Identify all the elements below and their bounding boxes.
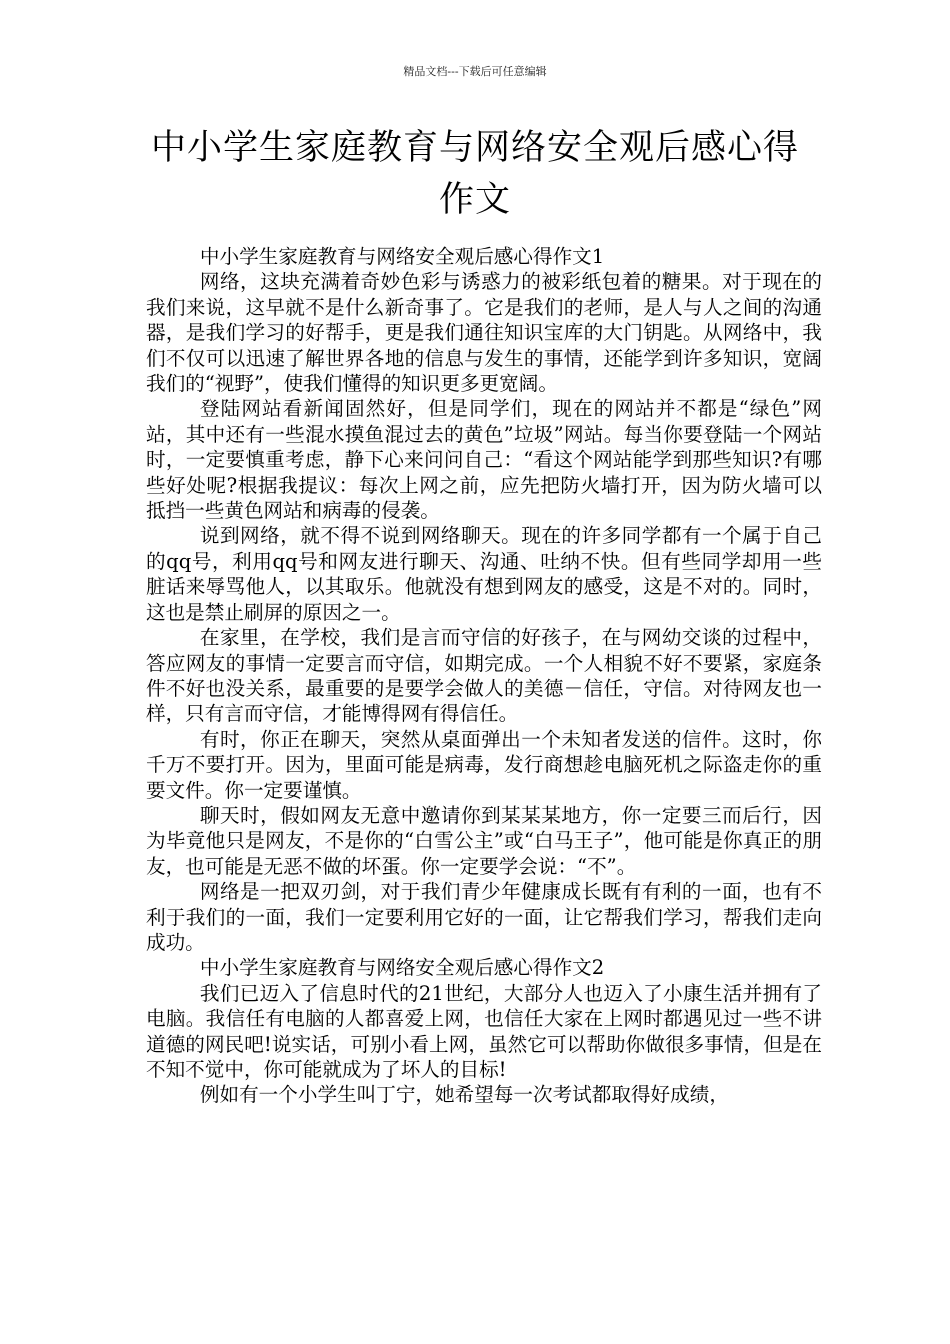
section-heading: 中小学生家庭教育与网络安全观后感心得作文1 xyxy=(199,245,605,268)
paragraph: 说到网络，就不得不说到网络聊天。现在的许多同学都有一个属于自己的qq号，利用qq号和网友进行聊天、沟通、吐纳不快。但有些同学却用一些脏话来辱骂他人，以其取乐。他就没有想到网友的感受，这是不对的。同时，这也是禁止刷屏的原因之一。 xyxy=(146,524,822,624)
paragraph: 网络，这块充满着奇妙色彩与诱惑力的被彩纸包着的糖果。对于现在的我们来说，这早就不是什么新奇事了。它是我们的老师，是人与人之间的沟通器，是我们学习的好帮手，更是我们通往知识宝库的大门钥匙。从网络中，我们不仅可以迅速了解世界各地的信息与发生的事情，还能学到许多知识，宽阔我们的“视野”，使我们懂得的知识更多更宽阔。 xyxy=(146,270,822,396)
paragraph: 登陆网站看新闻固然好，但是同学们，现在的网站并不都是“绿色”网站，其中还有一些混水摸鱼混过去的黄色”垃圾”网站。每当你要登陆一个网站时，一定要慎重考虑，静下心来问问自己：“看这个网站能学到那些知识?有哪些好处呢?根据我提议：每次上网之前，应先把防火墙打开，因为防火墙可以抵挡一些黄色网站和病毒的侵袭。 xyxy=(146,397,822,523)
paragraph: 聊天时，假如网友无意中邀请你到某某某地方，你一定要三而后行，因为毕竟他只是网友，不是你的“白雪公主”或“白马王子”，他可能是你真正的朋友，也可能是无恶不做的坏蛋。你一定要学会说：“不”。 xyxy=(146,803,822,878)
document-title: 中小学生家庭教育与网络安全观后感心得作文 xyxy=(150,128,799,220)
paragraph: 有时，你正在聊天，突然从桌面弹出一个未知者发送的信件。这时，你千万不要打开。因为，里面可能是病毒，发行商想趁电脑死机之际盗走你的重要文件。你一定要谨慎。 xyxy=(146,727,822,802)
page-header-note: 精品文档---下载后可任意编辑 xyxy=(403,65,547,78)
section-heading: 中小学生家庭教育与网络安全观后感心得作文2 xyxy=(199,956,605,980)
paragraph: 网络是一把双刃剑，对于我们青少年健康成长既有有利的一面，也有不利于我们的一面，我们一定要利用它好的一面，让它帮我们学习，帮我们走向成功。 xyxy=(146,880,822,954)
paragraph: 例如有一个小学生叫丁宁，她希望每一次考试都取得好成绩， xyxy=(199,1083,729,1107)
paragraph: 我们已迈入了信息时代的21世纪，大部分人也迈入了小康生活并拥有了电脑。我信任有电脑的人都喜爱上网，也信任大家在上网时都遇见过一些不讲道德的网民吧!说实话，可别小看上网，虽然它可以帮助你做很多事情，但是在不知不觉中，你可能就成为了坏人的目标! xyxy=(146,981,822,1081)
document-body xyxy=(146,244,822,1108)
paragraph: 在家里，在学校，我们是言而守信的好孩子，在与网幼交谈的过程中，答应网友的事情一定要言而守信，如期完成。一个人相貌不好不要紧，家庭条件不好也没关系，最重要的是要学会做人的美德－信任，守信。对待网友也一样，只有言而守信，才能博得网有得信任。 xyxy=(146,626,822,726)
